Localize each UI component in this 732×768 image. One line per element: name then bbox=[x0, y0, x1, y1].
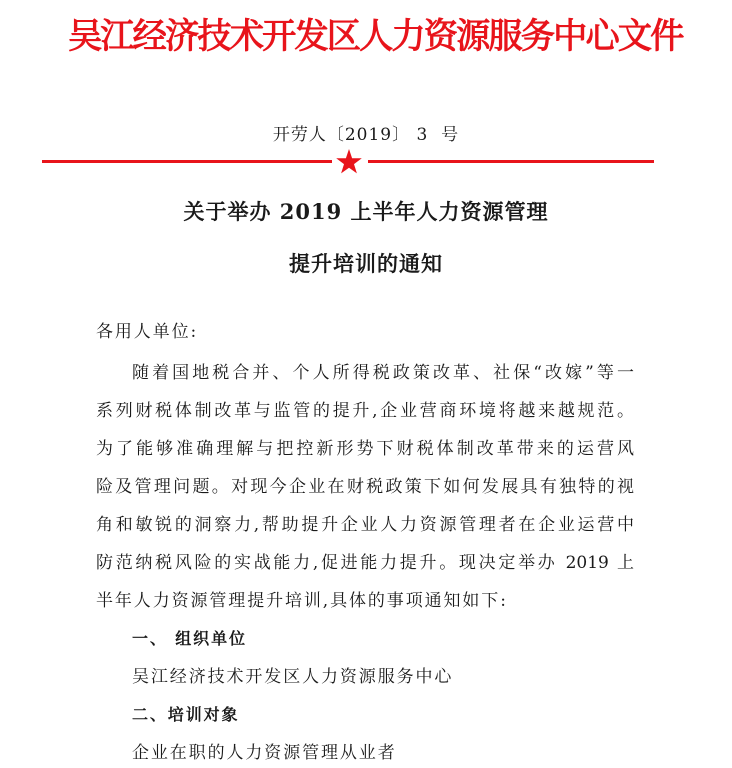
paragraph-line: 角和敏锐的洞察力,帮助提升企业人力资源管理者在企业运营中 bbox=[96, 515, 634, 535]
document-header-title: 吴江经济技术开发区人力资源服务中心文件 bbox=[68, 17, 683, 57]
paragraph-line: 险及管理问题。对现今企业在财税政策下如何发展具有独特的视 bbox=[96, 477, 634, 497]
paragraph-line: 防范纳税风险的实战能力,促进能力提升。现决定举办 2019 上 bbox=[96, 553, 634, 573]
paragraph-line: 半年人力资源管理提升培训,具体的事项通知如下: bbox=[96, 591, 508, 611]
document-number: 开劳人〔2019〕 3 号 bbox=[272, 125, 460, 145]
notice-title-line-2: 提升培训的通知 bbox=[289, 251, 443, 276]
notice-title-line-1: 关于举办 2019 上半年人力资源管理 bbox=[183, 199, 549, 224]
paragraph-line: 为了能够准确理解与把控新形势下财税体制改革带来的运营风 bbox=[96, 439, 634, 459]
paragraph-line: 系列财税体制改革与监管的提升,企业营商环境将越来越规范。 bbox=[96, 401, 634, 421]
section-text-organizer: 吴江经济技术开发区人力资源服务中心 bbox=[132, 667, 454, 687]
section-heading-audience: 二、培训对象 bbox=[132, 705, 240, 724]
salutation: 各用人单位: bbox=[96, 322, 199, 342]
section-heading-organizer: 一、 组织单位 bbox=[132, 629, 247, 648]
red-divider-left bbox=[42, 160, 332, 163]
paragraph-line: 随着国地税合并、个人所得税政策改革、社保“改嫁”等一 bbox=[132, 363, 634, 383]
section-text-audience: 企业在职的人力资源管理从业者 bbox=[132, 743, 397, 763]
red-divider-right bbox=[368, 160, 654, 163]
red-star-icon bbox=[335, 148, 363, 176]
